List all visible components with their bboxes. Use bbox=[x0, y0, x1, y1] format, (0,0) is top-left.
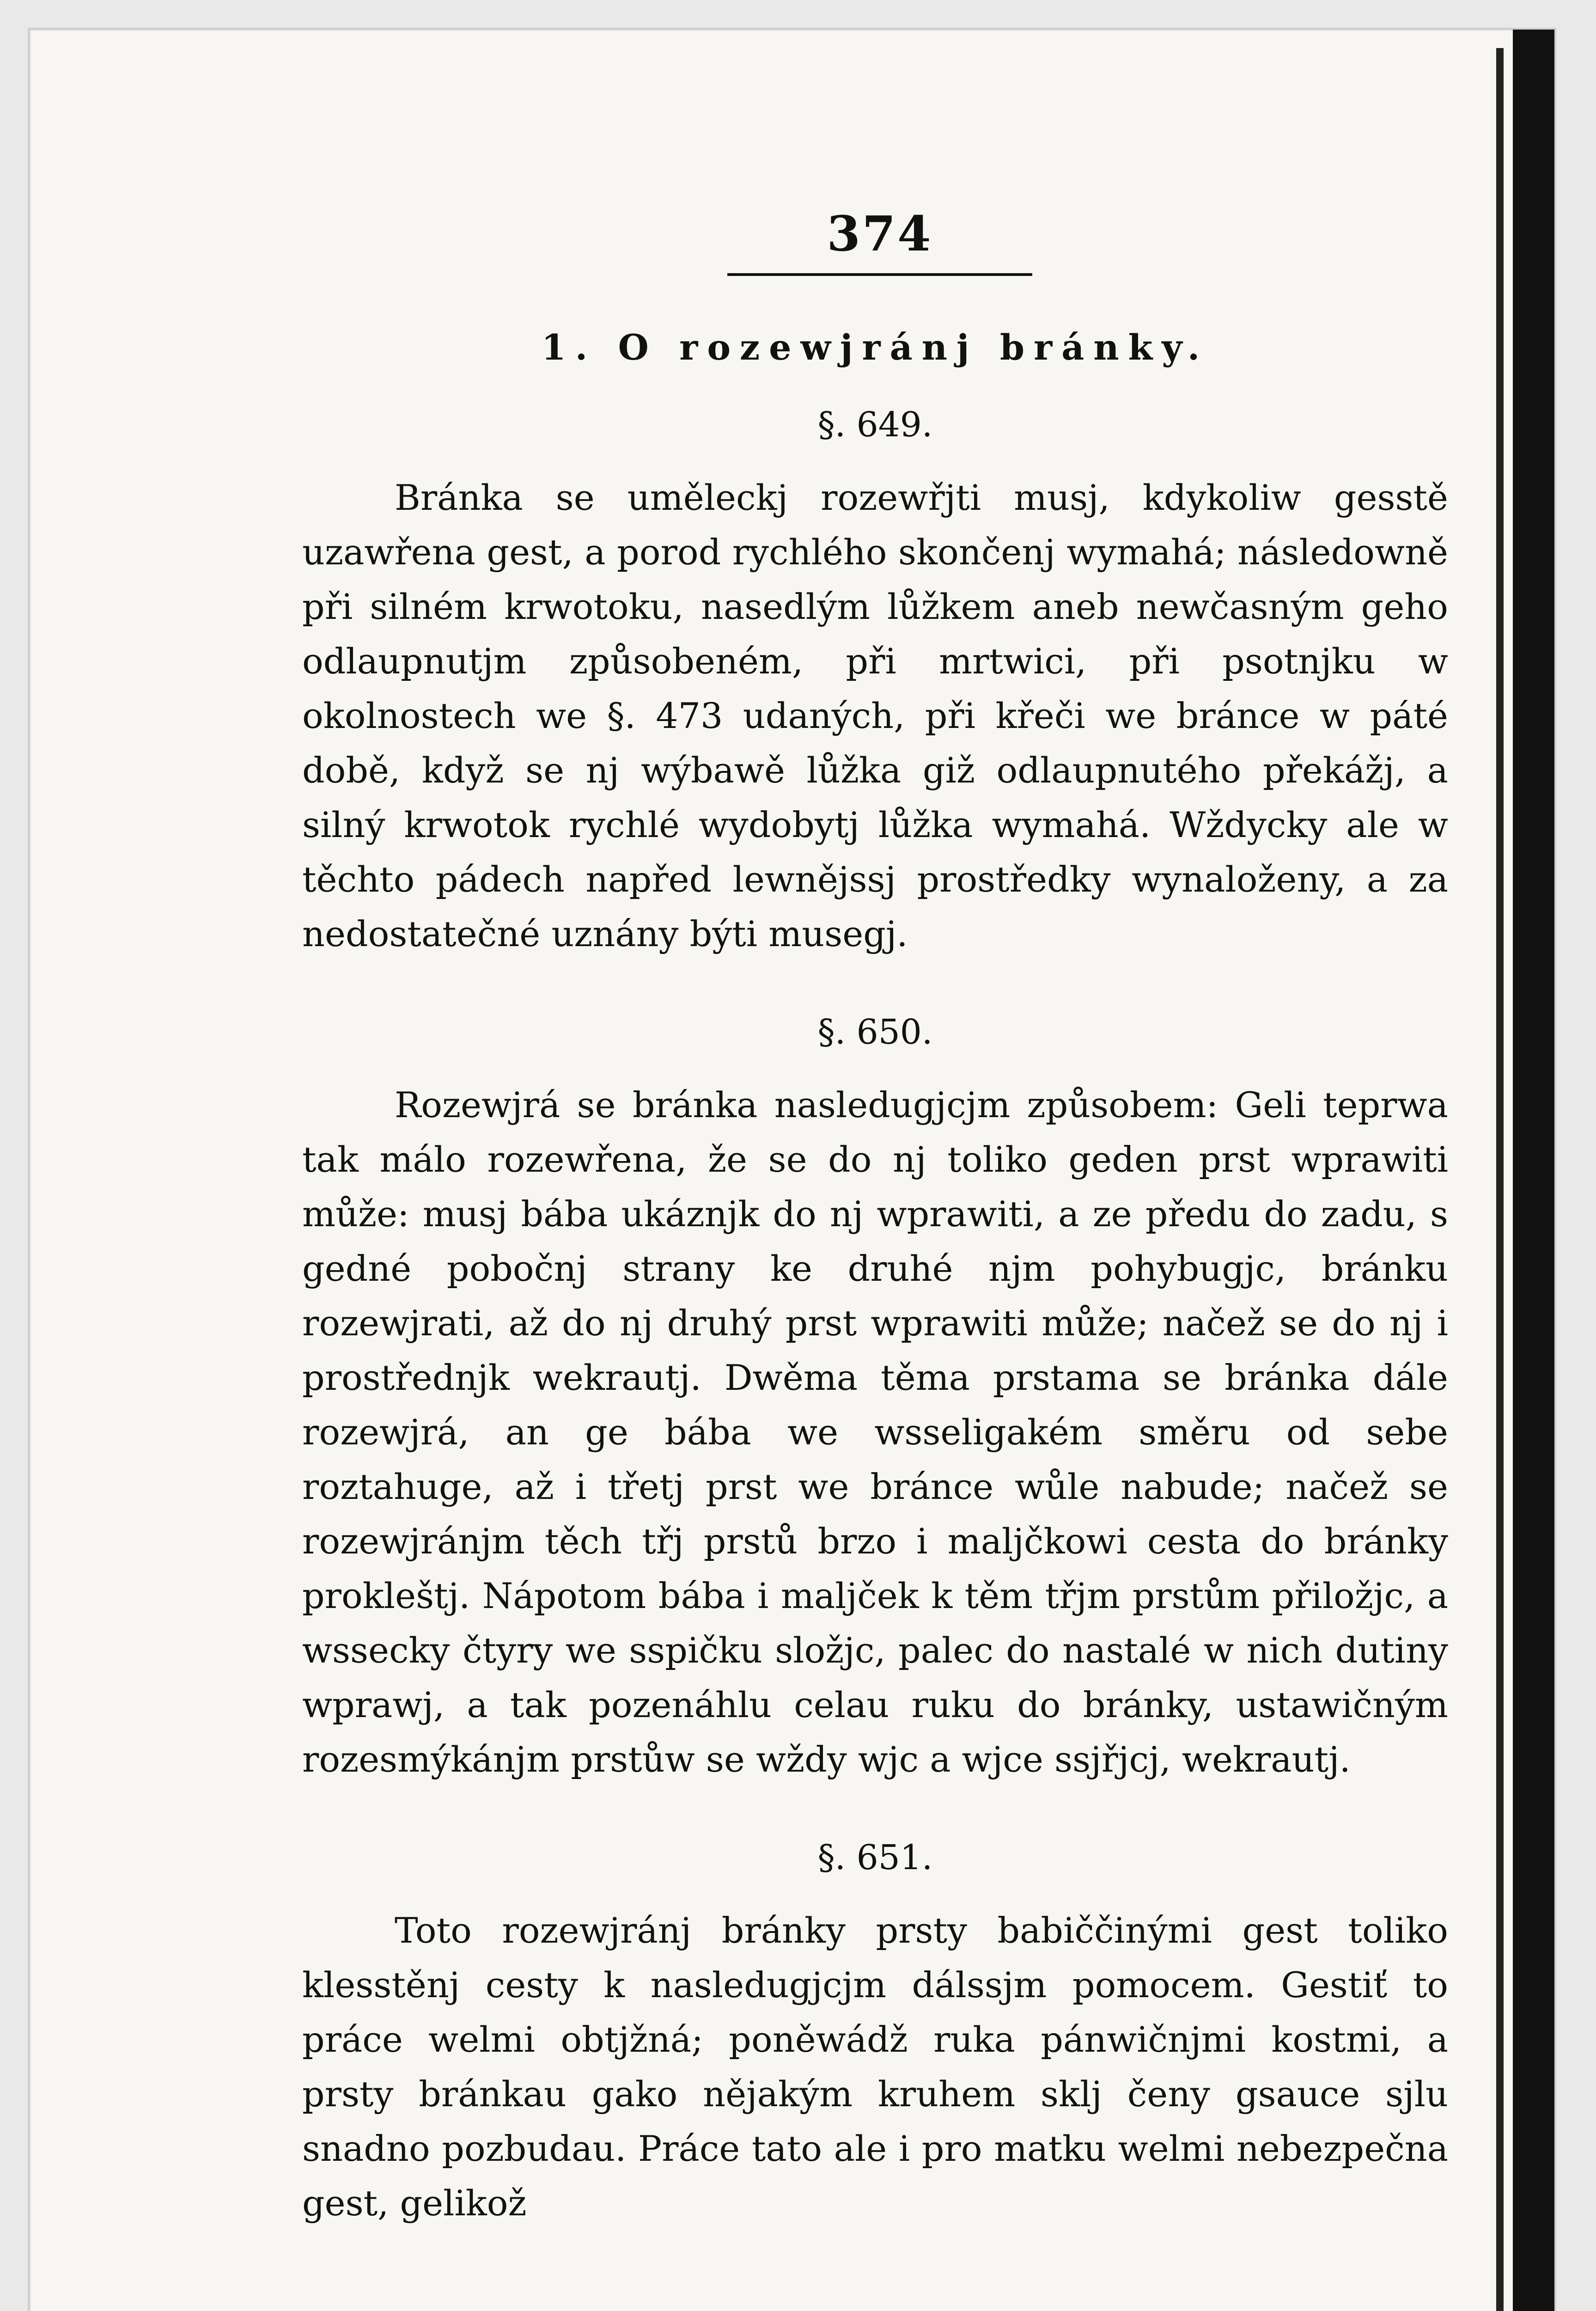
page-number: 374 bbox=[827, 205, 933, 262]
scanned-page bbox=[28, 28, 1556, 2311]
section-title: 1. O rozewjránj bránky. bbox=[541, 327, 1209, 368]
paragraph-649: Bránka se uměleckj rozewřjti musj, kdykoliw gesstě uzawřena gest, a porod rychlého skončenj wymahá; následowně při silném krwotoku, nasedlým lůžkem aneb newčasným geho odlaupnutjm způsobeném, při mrtwici, při psotnjku w okolnostech we §. 473 udaných, při křeči we bránce w páté době, když se nj wýbawě lůžka giž odlaupnutého překážj, a silný krwotok rychlé wydobytj lůžka wymahá. Wždycky ale w těchto pádech napřed lewnějssj prostředky wynaloženy, a za nedostatečné uznány býti musegj. bbox=[302, 477, 1448, 954]
page-binding-shadow bbox=[1496, 48, 1504, 2311]
paragraph-mark-651: §. 651. bbox=[817, 1838, 933, 1877]
paragraph-mark-649: §. 649. bbox=[817, 405, 933, 445]
paragraph-mark-650: §. 650. bbox=[817, 1012, 933, 1052]
page-content bbox=[302, 205, 1448, 2231]
paragraph-650: Rozewjrá se bránka nasledugjcjm způsobem: Geli teprwa tak málo rozewřena, že se do nj toliko geden prst wprawiti může: musj bába ukáznjk do nj wprawiti, a ze předu do zadu, s gedné pobočnj strany ke druhé njm pohybugjc, bránku rozewjrati, až do nj druhý prst wprawiti může; načež se do nj i prostřednjk wekrautj. Dwěma těma prstama se bránka dále rozewjrá, an ge bába we wsseligakém směru od sebe roztahuge, až i třetj prst we bránce wůle nabude; načež se rozewjránjm těch třj prstů brzo i maljčkowi cesta do bránky prokleštj. Nápotom bába i maljček k těm třjm prstům přiložjc, a wssecky čtyry we sspičku složjc, palec do nastalé w nich dutiny wprawj, a tak pozenáhlu celau ruku do bránky, ustawičným rozesmýkánjm prstůw se wždy wjc a wjce ssjřjcj, wekrautj. bbox=[302, 1084, 1448, 1780]
page-edge bbox=[1513, 30, 1554, 2311]
paragraph-651: Toto rozewjránj bránky prsty babiččinými gest toliko klesstěnj cesty k nasledugjcjm dálssjm pomocem. Gestiť to práce welmi obtjžná; poněwádž ruka pánwičnjmi kostmi, a prsty bránkau gako nějakým kruhem sklj čeny gsauce sjlu snadno pozbudau. Práce tato ale i pro matku welmi nebezpečna gest, gelikož bbox=[302, 1910, 1448, 2224]
header-rule bbox=[727, 273, 1032, 276]
